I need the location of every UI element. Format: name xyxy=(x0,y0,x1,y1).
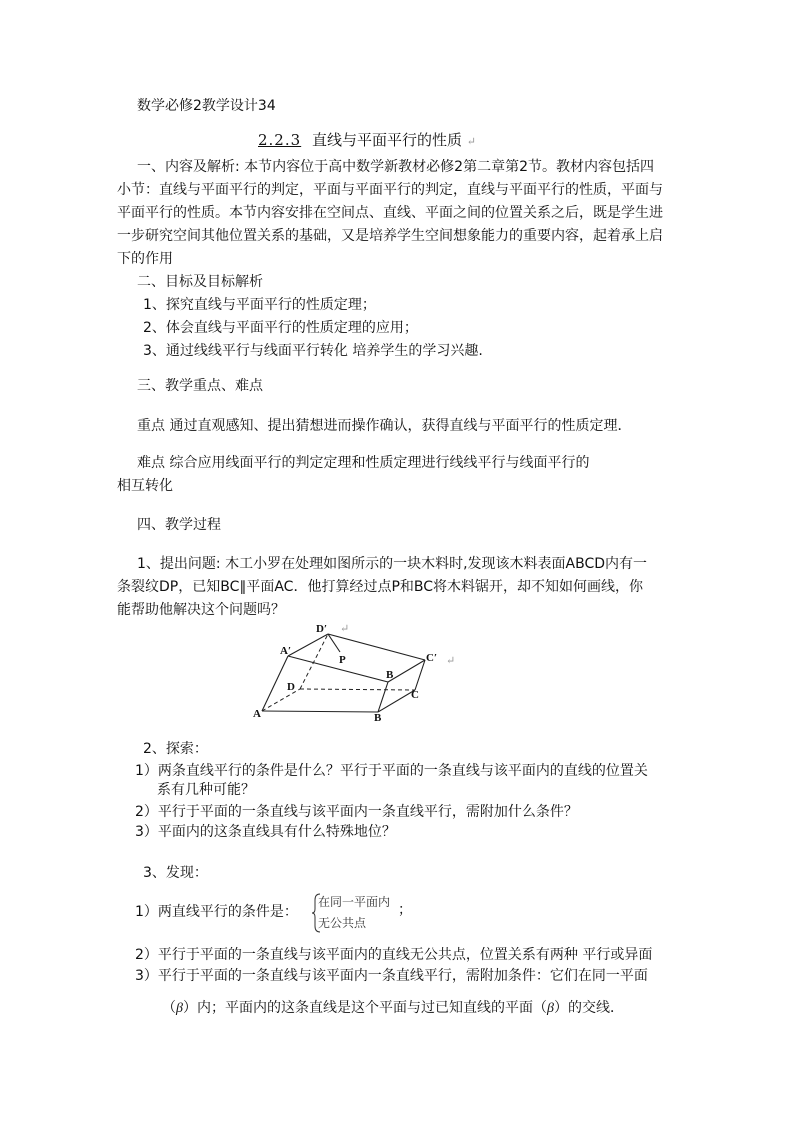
label-B: B xyxy=(374,712,382,724)
step1-line-3: 能帮助他解决这个问题吗？ xyxy=(117,602,285,618)
paragraph-mark: ↵ xyxy=(466,135,476,148)
step3-item-3-cont xyxy=(162,998,624,1019)
label-P: P xyxy=(339,654,346,666)
title-text: 直线与平面平行的性质 xyxy=(311,131,462,149)
section1-line-2: 小节：直线与平面平行的判定，平面与平面平行的判定，直线与平面平行的性质，平面与 xyxy=(117,182,663,198)
edge-AA1 xyxy=(262,656,288,711)
step2-item-1-cont: 系有几种可能？ xyxy=(157,782,255,798)
section1-line-1: 一、内容及解析: 本节内容位于高中数学新教材必修2第二章第2节。教材内容包括四 xyxy=(137,159,654,175)
section1-line-3: 平面平行的性质。本节内容安排在空间点、直线、平面之间的位置关系之后，既是学生进 xyxy=(117,205,663,221)
step3-item-3: 3）平行于平面的一条直线与该平面内一条直线平行，需附加条件：它们在同一平面 xyxy=(135,968,648,984)
difficulty-line-2: 相互转化 xyxy=(117,478,173,494)
beta-symbol-1: β xyxy=(176,1001,183,1016)
figure-mark-1: ↵ xyxy=(340,623,350,635)
section3-heading: 三、教学重点、难点 xyxy=(137,378,263,394)
wood-block-figure xyxy=(250,620,470,728)
figure-mark-2: ↵ xyxy=(446,655,456,667)
section1-line-5: 下的作用 xyxy=(117,251,173,267)
objective-item-1: 1、探究直线与平面平行的性质定理； xyxy=(143,297,376,313)
objective-item-3: 3、通过线线平行与线面平行转化 培养学生的学习兴趣. xyxy=(143,343,483,359)
cont-middle: ）内；平面内的这条直线是这个平面与过已知直线的平面（ xyxy=(182,1000,547,1016)
step1-line-2: 条裂纹DP，已知BC∥平面AC．他打算经过点P和BC将木料锯开，却不知如何画线，你 xyxy=(117,579,644,595)
title-number: 2.2.3 xyxy=(258,131,302,149)
step3-heading: 3、发现： xyxy=(143,865,208,881)
difficulty-line-1: 难点 综合应用线面平行的判定定理和性质定理进行线线平行与线面平行的 xyxy=(137,455,590,471)
page-title xyxy=(258,130,476,152)
label-A1: A′ xyxy=(280,645,292,657)
beta-symbol-2: β xyxy=(546,1001,554,1016)
cont-end: ）的交线． xyxy=(553,1000,624,1016)
label-C1: C′ xyxy=(426,652,438,664)
label-B1: B xyxy=(386,669,394,681)
step3-item-2: 2）平行于平面的一条直线与该平面内的直线无公共点，位置关系有两种 平行或异面 xyxy=(135,947,653,963)
brace-option-1: 在同一平面内 xyxy=(318,895,391,909)
edge-C1B1 xyxy=(388,660,425,682)
step2-heading: 2、探索： xyxy=(143,741,208,757)
label-D: D xyxy=(287,681,295,693)
edge-B1A1 xyxy=(288,656,388,682)
step2-item-3: 3）平面内的这条直线具有什么特殊地位？ xyxy=(135,824,396,840)
step2-item-1: 1）两条直线平行的条件是什么？平行于平面的一条直线与该平面内的直线的位置关 xyxy=(135,763,648,779)
label-C: C xyxy=(411,689,419,701)
step3-item-1-suffix: ； xyxy=(398,902,412,918)
step3-item-1-prefix: 1）两直线平行的条件是： xyxy=(135,904,298,920)
step1-line-1: 1、提出问题: 木工小罗在处理如图所示的一块木料时,发现该木料表面ABCD内有一 xyxy=(137,556,648,572)
edge-BC xyxy=(378,690,415,712)
section2-heading: 二、目标及目标解析 xyxy=(137,274,263,290)
key-point: 重点 通过直观感知、提出猜想进而操作确认，获得直线与平面平行的性质定理． xyxy=(137,418,632,434)
edge-AB xyxy=(262,711,378,712)
brace-option-2: 无公共点 xyxy=(318,916,367,930)
section4-heading: 四、教学过程 xyxy=(137,517,221,533)
label-D1: D′ xyxy=(316,623,328,635)
cont-open-paren: （ xyxy=(162,1000,176,1016)
section1-line-4: 一步研究空间其他位置关系的基础，又是培养学生空间想象能力的重要内容，起着承上启 xyxy=(117,228,663,244)
objective-item-2: 2、体会直线与平面平行的性质定理的应用； xyxy=(143,320,418,336)
header-text: 数学必修2教学设计34 xyxy=(137,98,276,114)
hidden-edge-DC xyxy=(300,689,415,690)
label-A: A xyxy=(253,708,261,720)
step2-item-2: 2）平行于平面的一条直线与该平面内一条直线平行，需附加什么条件？ xyxy=(135,804,578,820)
